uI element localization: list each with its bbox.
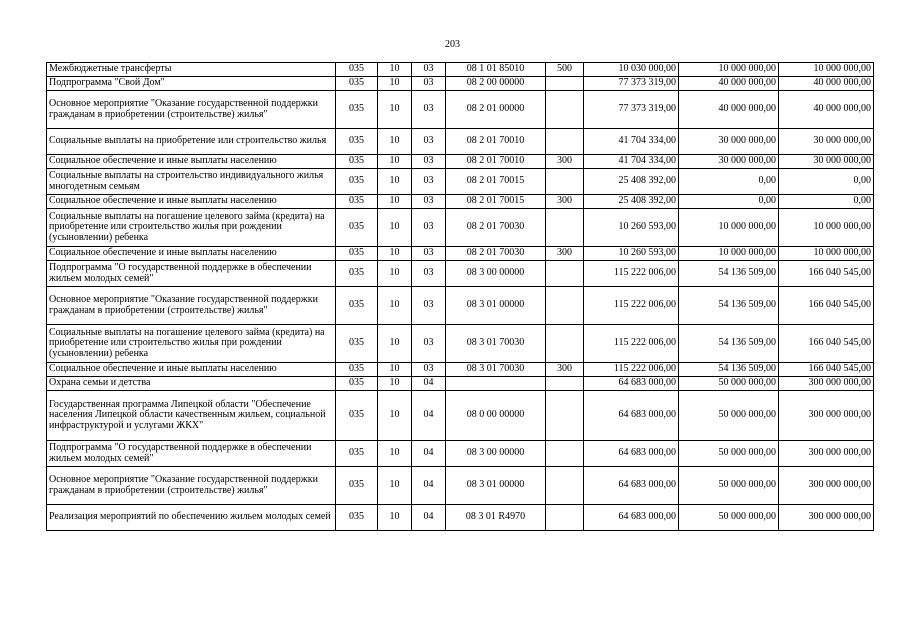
amount-year2-cell: 0,00 <box>679 195 779 209</box>
amount-year3-cell: 166 040 545,00 <box>779 363 874 377</box>
amount-year1-cell: 41 704 334,00 <box>584 129 679 155</box>
section-code-cell: 10 <box>378 325 412 363</box>
amount-year2-cell: 50 000 000,00 <box>679 505 779 531</box>
expense-type-cell <box>546 129 584 155</box>
target-article-cell: 08 3 00 00000 <box>446 441 546 467</box>
table-row <box>47 195 874 209</box>
amount-year3-cell: 0,00 <box>779 195 874 209</box>
table-row <box>47 63 874 77</box>
amount-year3-cell: 166 040 545,00 <box>779 325 874 363</box>
ministry-code-cell: 035 <box>336 195 378 209</box>
amount-year2-cell: 54 136 509,00 <box>679 325 779 363</box>
ministry-code-cell: 035 <box>336 391 378 441</box>
expense-type-cell <box>546 441 584 467</box>
ministry-code-cell: 035 <box>336 77 378 91</box>
amount-year2-cell: 50 000 000,00 <box>679 391 779 441</box>
section-code-cell: 10 <box>378 441 412 467</box>
subsection-code-cell: 03 <box>412 77 446 91</box>
target-article-cell: 08 2 01 70010 <box>446 129 546 155</box>
section-code-cell: 10 <box>378 363 412 377</box>
table-row <box>47 169 874 195</box>
amount-year3-cell: 300 000 000,00 <box>779 467 874 505</box>
row-name-cell: Подпрограмма "О государственной поддержке в обеспечении жильем молодых семей" <box>47 261 336 287</box>
ministry-code-cell: 035 <box>336 169 378 195</box>
amount-year2-cell: 10 000 000,00 <box>679 63 779 77</box>
row-name-cell: Подпрограмма "Свой Дом" <box>47 77 336 91</box>
amount-year3-cell: 300 000 000,00 <box>779 377 874 391</box>
row-name-cell: Социальные выплаты на погашение целевого займа (кредита) на приобретение или строительство жилья при рождении (усыновлении) ребенка <box>47 325 336 363</box>
amount-year2-cell: 50 000 000,00 <box>679 467 779 505</box>
row-name-cell: Основное мероприятие "Оказание государственной поддержки гражданам в приобретении (строительстве) жилья" <box>47 91 336 129</box>
section-code-cell: 10 <box>378 261 412 287</box>
amount-year2-cell: 30 000 000,00 <box>679 129 779 155</box>
ministry-code-cell: 035 <box>336 441 378 467</box>
expense-type-cell <box>546 169 584 195</box>
table-row <box>47 325 874 363</box>
section-code-cell: 10 <box>378 129 412 155</box>
subsection-code-cell: 03 <box>412 129 446 155</box>
subsection-code-cell: 03 <box>412 247 446 261</box>
amount-year1-cell: 77 373 319,00 <box>584 91 679 129</box>
target-article-cell: 08 2 00 00000 <box>446 77 546 91</box>
target-article-cell: 08 0 00 00000 <box>446 391 546 441</box>
row-name-cell: Социальное обеспечение и иные выплаты населению <box>47 155 336 169</box>
row-name-cell: Социальные выплаты на приобретение или строительство жилья <box>47 129 336 155</box>
section-code-cell: 10 <box>378 77 412 91</box>
amount-year3-cell: 300 000 000,00 <box>779 441 874 467</box>
amount-year1-cell: 10 260 593,00 <box>584 209 679 247</box>
table-row <box>47 91 874 129</box>
target-article-cell: 08 3 01 70030 <box>446 363 546 377</box>
table-row <box>47 77 874 91</box>
table-row <box>47 247 874 261</box>
amount-year2-cell: 0,00 <box>679 169 779 195</box>
subsection-code-cell: 04 <box>412 391 446 441</box>
amount-year3-cell: 300 000 000,00 <box>779 505 874 531</box>
row-name-cell: Государственная программа Липецкой области "Обеспечение населения Липецкой области качественным жильем, социальной инфраструктурой и услугами ЖКХ" <box>47 391 336 441</box>
subsection-code-cell: 04 <box>412 441 446 467</box>
amount-year2-cell: 40 000 000,00 <box>679 77 779 91</box>
subsection-code-cell: 03 <box>412 363 446 377</box>
amount-year1-cell: 64 683 000,00 <box>584 441 679 467</box>
expense-type-cell <box>546 467 584 505</box>
expense-type-cell: 300 <box>546 195 584 209</box>
row-name-cell: Основное мероприятие "Оказание государственной поддержки гражданам в приобретении (строительстве) жилья" <box>47 467 336 505</box>
subsection-code-cell: 03 <box>412 169 446 195</box>
subsection-code-cell: 04 <box>412 467 446 505</box>
amount-year2-cell: 10 000 000,00 <box>679 247 779 261</box>
amount-year1-cell: 64 683 000,00 <box>584 467 679 505</box>
subsection-code-cell: 03 <box>412 195 446 209</box>
target-article-cell: 08 2 01 70030 <box>446 247 546 261</box>
amount-year3-cell: 0,00 <box>779 169 874 195</box>
target-article-cell: 08 2 01 70030 <box>446 209 546 247</box>
subsection-code-cell: 03 <box>412 287 446 325</box>
amount-year1-cell: 10 260 593,00 <box>584 247 679 261</box>
amount-year2-cell: 54 136 509,00 <box>679 261 779 287</box>
row-name-cell: Социальное обеспечение и иные выплаты населению <box>47 195 336 209</box>
target-article-cell: 08 3 01 00000 <box>446 287 546 325</box>
table-row <box>47 377 874 391</box>
target-article-cell: 08 2 01 00000 <box>446 91 546 129</box>
ministry-code-cell: 035 <box>336 363 378 377</box>
subsection-code-cell: 03 <box>412 325 446 363</box>
table-row <box>47 391 874 441</box>
amount-year2-cell: 40 000 000,00 <box>679 91 779 129</box>
amount-year1-cell: 25 408 392,00 <box>584 195 679 209</box>
ministry-code-cell: 035 <box>336 261 378 287</box>
table-row <box>47 209 874 247</box>
target-article-cell: 08 2 01 70015 <box>446 195 546 209</box>
ministry-code-cell: 035 <box>336 91 378 129</box>
expense-type-cell <box>546 91 584 129</box>
ministry-code-cell: 035 <box>336 247 378 261</box>
amount-year1-cell: 25 408 392,00 <box>584 169 679 195</box>
subsection-code-cell: 04 <box>412 377 446 391</box>
amount-year1-cell: 115 222 006,00 <box>584 287 679 325</box>
amount-year3-cell: 300 000 000,00 <box>779 391 874 441</box>
table-body <box>47 63 874 531</box>
ministry-code-cell: 035 <box>336 325 378 363</box>
ministry-code-cell: 035 <box>336 505 378 531</box>
table-row <box>47 505 874 531</box>
expense-type-cell <box>546 209 584 247</box>
amount-year2-cell: 50 000 000,00 <box>679 441 779 467</box>
target-article-cell <box>446 377 546 391</box>
amount-year3-cell: 10 000 000,00 <box>779 209 874 247</box>
section-code-cell: 10 <box>378 155 412 169</box>
ministry-code-cell: 035 <box>336 467 378 505</box>
row-name-cell: Социальные выплаты на погашение целевого займа (кредита) на приобретение или строительство жилья при рождении (усыновлении) ребенка <box>47 209 336 247</box>
amount-year1-cell: 10 030 000,00 <box>584 63 679 77</box>
amount-year1-cell: 64 683 000,00 <box>584 505 679 531</box>
section-code-cell: 10 <box>378 169 412 195</box>
amount-year2-cell: 50 000 000,00 <box>679 377 779 391</box>
subsection-code-cell: 03 <box>412 155 446 169</box>
expense-type-cell <box>546 77 584 91</box>
expense-type-cell <box>546 391 584 441</box>
amount-year1-cell: 115 222 006,00 <box>584 261 679 287</box>
amount-year3-cell: 40 000 000,00 <box>779 77 874 91</box>
amount-year1-cell: 41 704 334,00 <box>584 155 679 169</box>
row-name-cell: Социальное обеспечение и иные выплаты населению <box>47 363 336 377</box>
target-article-cell: 08 1 01 85010 <box>446 63 546 77</box>
table-row <box>47 467 874 505</box>
amount-year3-cell: 10 000 000,00 <box>779 63 874 77</box>
amount-year1-cell: 64 683 000,00 <box>584 377 679 391</box>
expense-type-cell: 300 <box>546 363 584 377</box>
expense-type-cell <box>546 505 584 531</box>
section-code-cell: 10 <box>378 247 412 261</box>
amount-year3-cell: 10 000 000,00 <box>779 247 874 261</box>
section-code-cell: 10 <box>378 195 412 209</box>
amount-year2-cell: 30 000 000,00 <box>679 155 779 169</box>
amount-year1-cell: 115 222 006,00 <box>584 363 679 377</box>
amount-year2-cell: 54 136 509,00 <box>679 363 779 377</box>
ministry-code-cell: 035 <box>336 377 378 391</box>
target-article-cell: 08 3 00 00000 <box>446 261 546 287</box>
expense-type-cell <box>546 261 584 287</box>
expense-type-cell <box>546 287 584 325</box>
amount-year3-cell: 166 040 545,00 <box>779 287 874 325</box>
section-code-cell: 10 <box>378 91 412 129</box>
target-article-cell: 08 3 01 R4970 <box>446 505 546 531</box>
amount-year3-cell: 30 000 000,00 <box>779 129 874 155</box>
ministry-code-cell: 035 <box>336 155 378 169</box>
table-row <box>47 155 874 169</box>
subsection-code-cell: 03 <box>412 91 446 129</box>
row-name-cell: Межбюджетные трансферты <box>47 63 336 77</box>
ministry-code-cell: 035 <box>336 129 378 155</box>
table-row <box>47 287 874 325</box>
section-code-cell: 10 <box>378 391 412 441</box>
table-row <box>47 129 874 155</box>
row-name-cell: Социальные выплаты на строительство индивидуального жилья многодетным семьям <box>47 169 336 195</box>
table-row <box>47 261 874 287</box>
expense-type-cell: 500 <box>546 63 584 77</box>
subsection-code-cell: 03 <box>412 261 446 287</box>
amount-year3-cell: 30 000 000,00 <box>779 155 874 169</box>
expense-type-cell <box>546 325 584 363</box>
amount-year2-cell: 10 000 000,00 <box>679 209 779 247</box>
expense-type-cell: 300 <box>546 155 584 169</box>
page-number: 203 <box>445 39 460 50</box>
target-article-cell: 08 3 01 00000 <box>446 467 546 505</box>
section-code-cell: 10 <box>378 209 412 247</box>
amount-year1-cell: 115 222 006,00 <box>584 325 679 363</box>
ministry-code-cell: 035 <box>336 287 378 325</box>
row-name-cell: Основное мероприятие "Оказание государственной поддержки гражданам в приобретении (строительстве) жилья" <box>47 287 336 325</box>
row-name-cell: Подпрограмма "О государственной поддержке в обеспечении жильем молодых семей" <box>47 441 336 467</box>
row-name-cell: Социальное обеспечение и иные выплаты населению <box>47 247 336 261</box>
target-article-cell: 08 2 01 70010 <box>446 155 546 169</box>
amount-year3-cell: 166 040 545,00 <box>779 261 874 287</box>
subsection-code-cell: 03 <box>412 209 446 247</box>
section-code-cell: 10 <box>378 377 412 391</box>
target-article-cell: 08 2 01 70015 <box>446 169 546 195</box>
budget-table <box>46 62 874 531</box>
section-code-cell: 10 <box>378 505 412 531</box>
ministry-code-cell: 035 <box>336 63 378 77</box>
section-code-cell: 10 <box>378 467 412 505</box>
amount-year3-cell: 40 000 000,00 <box>779 91 874 129</box>
subsection-code-cell: 04 <box>412 505 446 531</box>
ministry-code-cell: 035 <box>336 209 378 247</box>
amount-year2-cell: 54 136 509,00 <box>679 287 779 325</box>
table-row <box>47 441 874 467</box>
expense-type-cell: 300 <box>546 247 584 261</box>
subsection-code-cell: 03 <box>412 63 446 77</box>
section-code-cell: 10 <box>378 63 412 77</box>
row-name-cell: Охрана семьи и детства <box>47 377 336 391</box>
amount-year1-cell: 77 373 319,00 <box>584 77 679 91</box>
row-name-cell: Реализация мероприятий по обеспечению жильем молодых семей <box>47 505 336 531</box>
table-row <box>47 363 874 377</box>
section-code-cell: 10 <box>378 287 412 325</box>
amount-year1-cell: 64 683 000,00 <box>584 391 679 441</box>
target-article-cell: 08 3 01 70030 <box>446 325 546 363</box>
expense-type-cell <box>546 377 584 391</box>
